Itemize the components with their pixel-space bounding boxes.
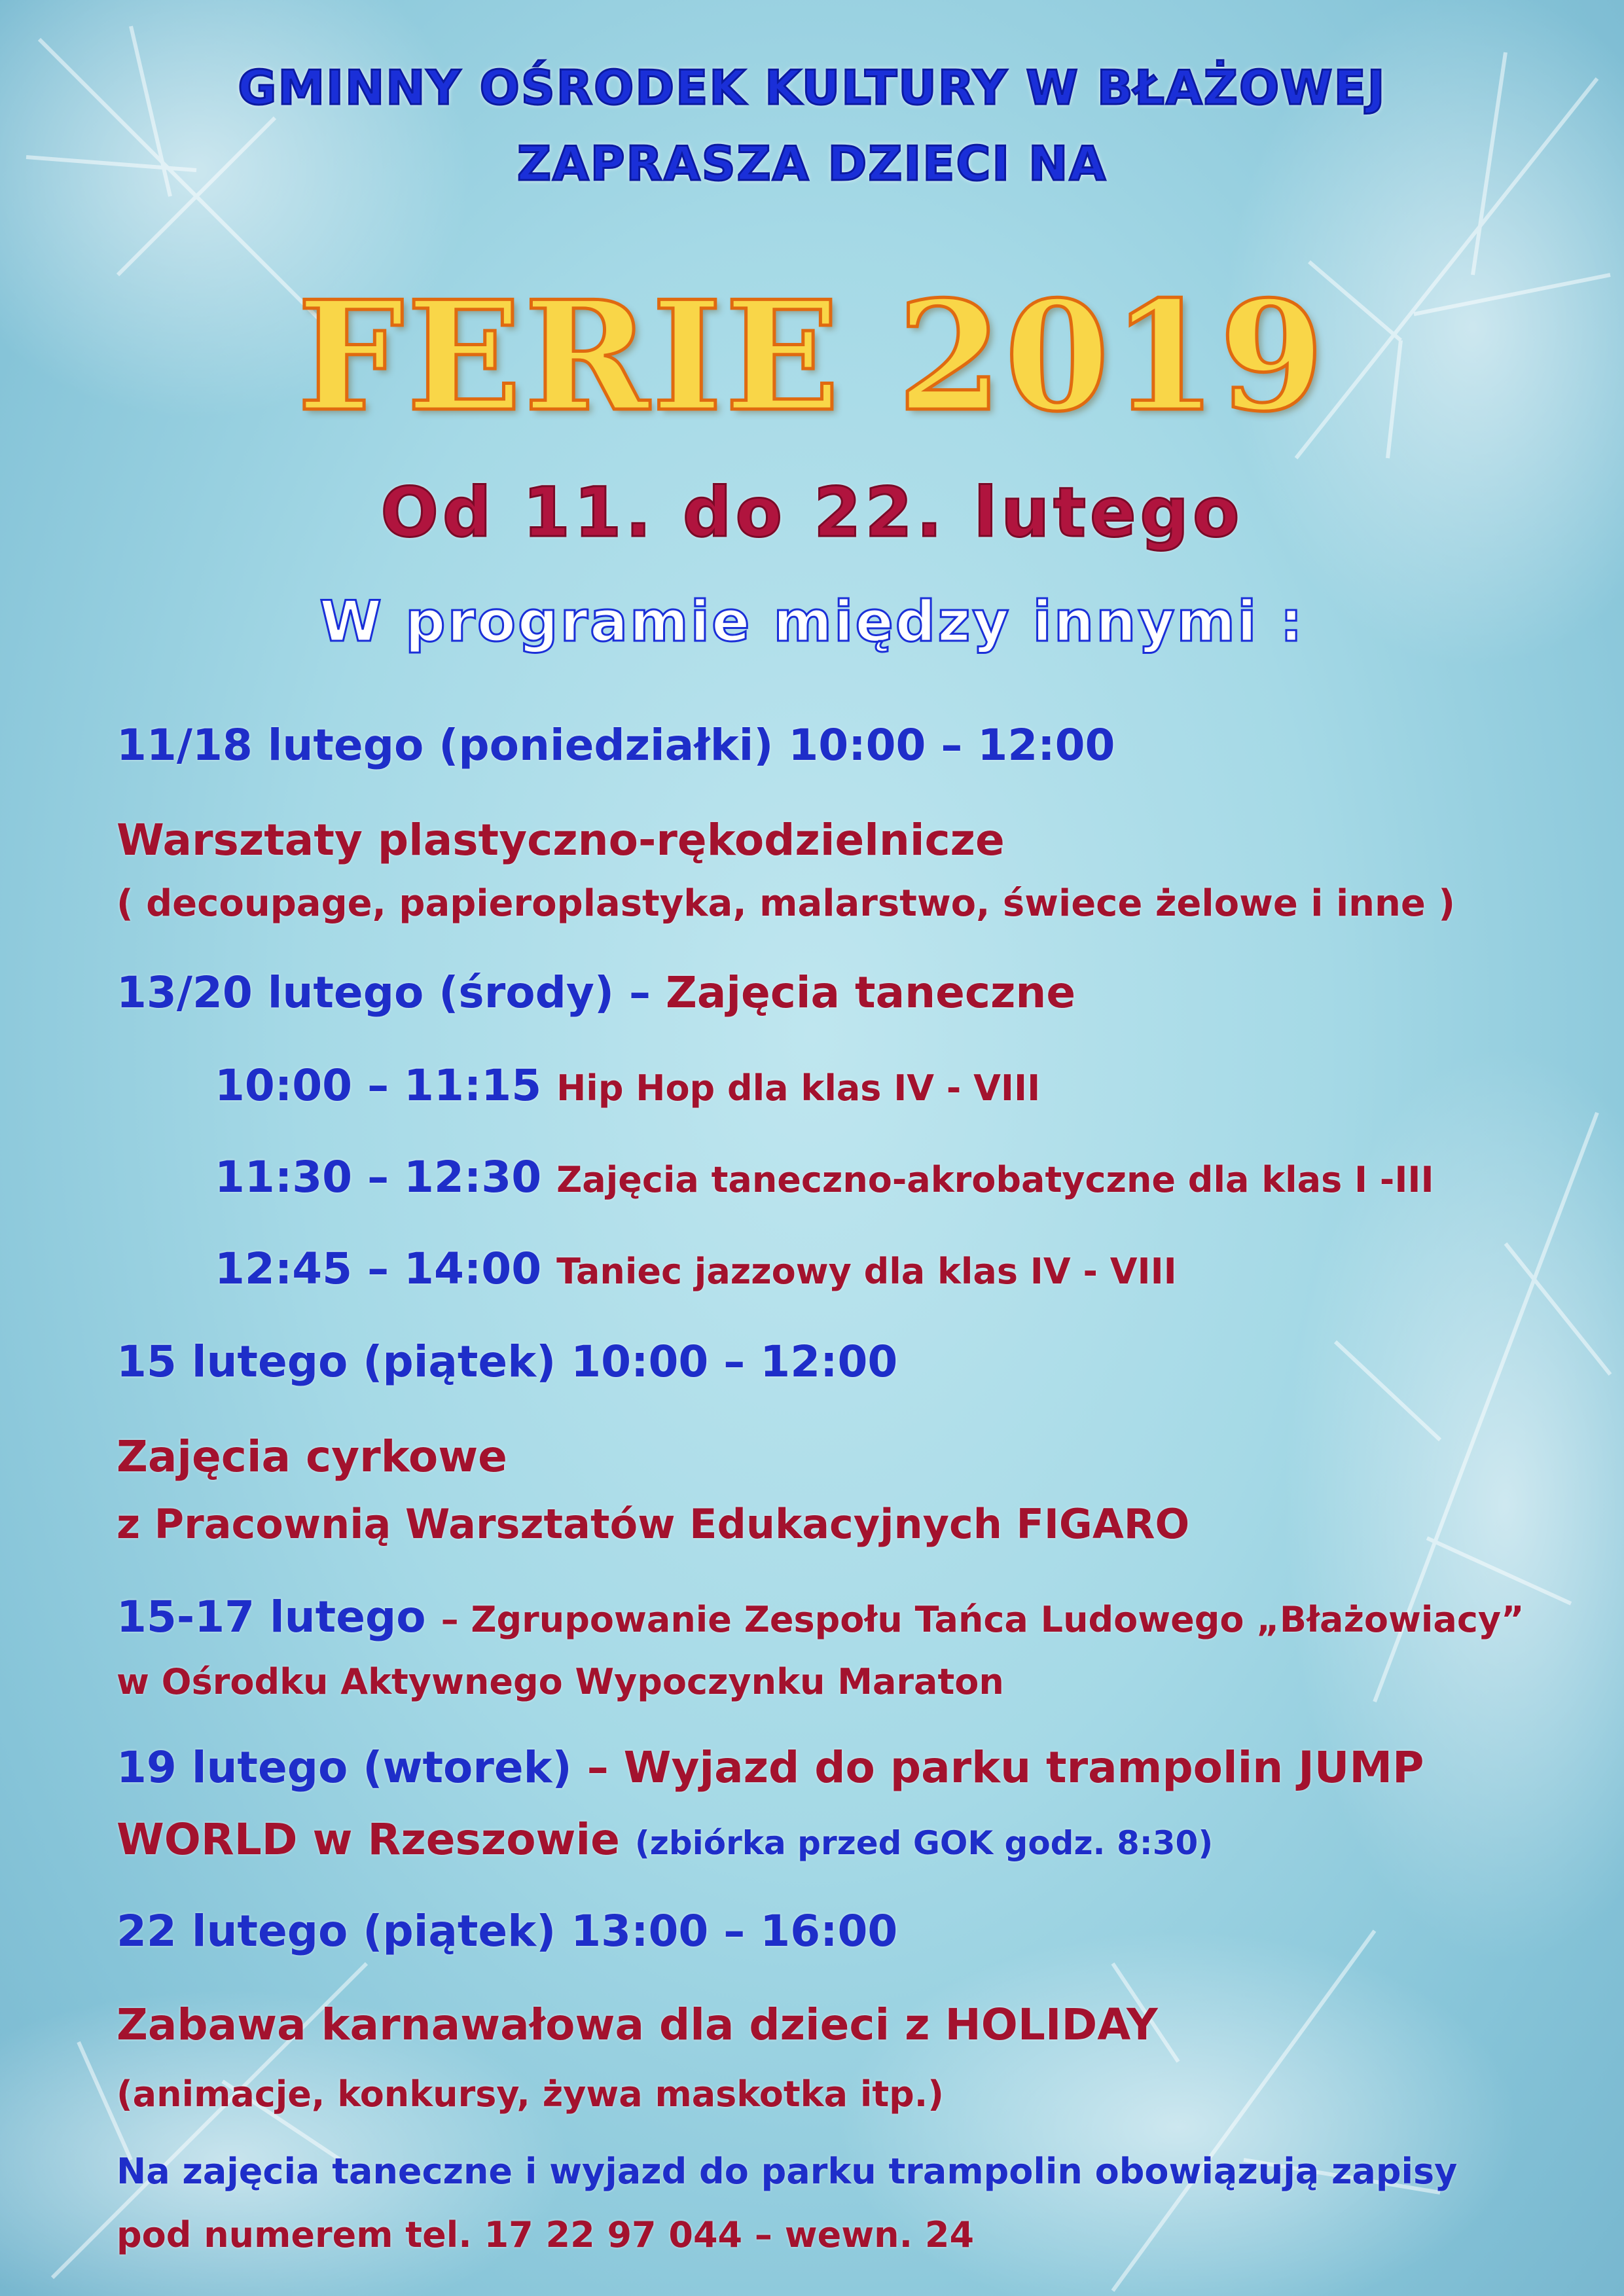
dance-slot-time: 12:45 – 14:00	[215, 1244, 557, 1294]
folk-schedule: 15-17 lutego	[117, 1592, 441, 1642]
trampoline-title-cont: WORLD w Rzeszowie	[117, 1814, 635, 1865]
carnival-detail: (animacje, konkursy, żywa maskotka itp.)	[117, 2073, 944, 2115]
dance-slot	[215, 1244, 1177, 1294]
program-intro: W programie między innymi :	[319, 589, 1305, 655]
monday-title: Warsztaty plastyczno-rękodzielnicze	[117, 815, 1005, 865]
dance-slot	[215, 1060, 1040, 1111]
header-organizer: GMINNY OŚRODEK KULTURY W BŁAŻOWEJ	[238, 60, 1386, 115]
header-invitation: ZAPRASZA DZIECI NA	[516, 136, 1108, 191]
poster-title: FERIE 2019	[297, 268, 1327, 445]
wednesday-title: Zajęcia taneczne	[666, 967, 1076, 1018]
carnival-title: Zabawa karnawałowa dla dzieci z HOLIDAY	[117, 2000, 1158, 2050]
monday-schedule: 11/18 lutego (poniedziałki) 10:00 – 12:00	[117, 720, 1115, 770]
dance-slot-desc: Hip Hop dla klas IV - VIII	[556, 1067, 1041, 1109]
folk-detail: w Ośrodku Aktywnego Wypoczynku Maraton	[117, 1661, 1004, 1702]
dance-slot-time: 10:00 – 11:15	[215, 1060, 557, 1111]
circus-title: Zajęcia cyrkowe	[117, 1431, 507, 1482]
dance-slot	[215, 1152, 1434, 1202]
wednesday-schedule: 13/20 lutego (środy) –	[117, 967, 666, 1018]
circus-detail: z Pracownią Warsztatów Edukacyjnych FIGARO	[117, 1500, 1190, 1548]
monday-detail: ( decoupage, papieroplastyka, malarstwo, świece żelowe i inne )	[117, 882, 1455, 925]
carnival-schedule: 22 lutego (piątek) 13:00 – 16:00	[117, 1906, 898, 1956]
trampoline-heading-cont	[117, 1814, 1213, 1865]
trampoline-note: (zbiórka przed GOK godz. 8:30)	[634, 1824, 1214, 1862]
circus-schedule: 15 lutego (piątek) 10:00 – 12:00	[117, 1336, 898, 1387]
trampoline-schedule: 19 lutego (wtorek)	[117, 1742, 587, 1793]
folk-heading	[117, 1592, 1525, 1642]
footer-phone: pod numerem tel. 17 22 97 044 – wewn. 24	[117, 2214, 975, 2255]
wednesday-heading	[117, 967, 1075, 1018]
date-range: Od 11. do 22. lutego	[380, 473, 1244, 552]
dance-slot-desc: Taniec jazzowy dla klas IV - VIII	[556, 1251, 1177, 1292]
trampoline-title: – Wyjazd do parku trampolin JUMP	[586, 1742, 1424, 1793]
footer-registration: Na zajęcia taneczne i wyjazd do parku trampolin obowiązują zapisy	[117, 2151, 1458, 2192]
folk-title: – Zgrupowanie Zespołu Tańca Ludowego „Błażowiacy”	[441, 1599, 1525, 1640]
trampoline-heading	[117, 1742, 1424, 1793]
dance-slot-time: 11:30 – 12:30	[215, 1152, 557, 1202]
dance-slot-desc: Zajęcia taneczno-akrobatyczne dla klas I -III	[556, 1159, 1434, 1200]
